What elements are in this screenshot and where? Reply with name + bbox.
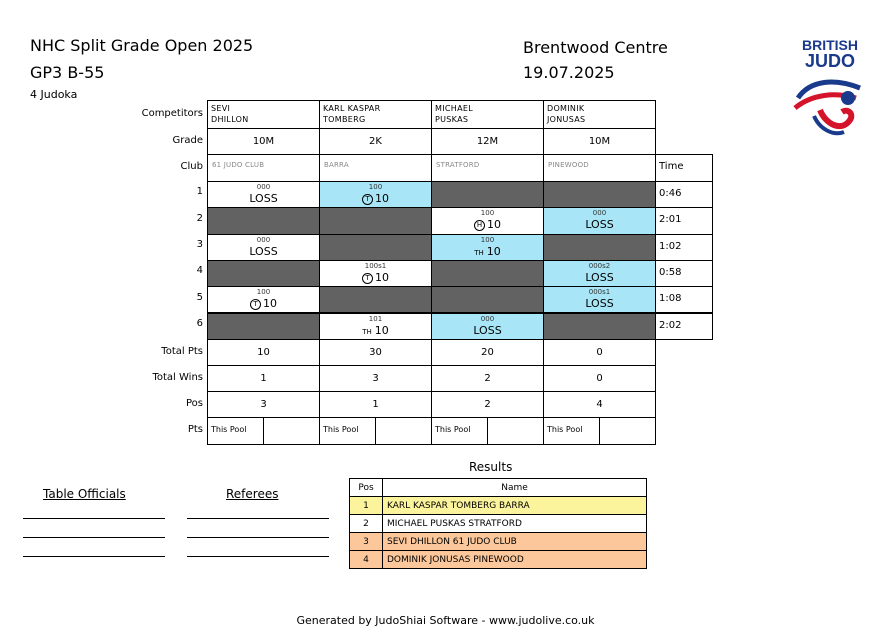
- results-pos: 1: [350, 497, 383, 515]
- result-value: LOSS: [249, 192, 278, 205]
- match-time-cell: 0:58: [655, 260, 713, 287]
- match-cell: [431, 181, 544, 208]
- match-cell: [207, 234, 320, 261]
- pool-points-cell: [599, 417, 656, 445]
- grade-cell: 12M: [431, 128, 544, 156]
- summary-total-pts-cell: 30: [319, 339, 432, 367]
- summary-total-wins-cell: 2: [431, 365, 544, 393]
- score-code: 000: [480, 314, 495, 323]
- summary-pos-cell: 2: [431, 391, 544, 419]
- label-match-5: 5: [196, 292, 203, 303]
- judo-figure-icon: [790, 70, 870, 140]
- row-labels: [100, 0, 203, 460]
- match-result: [544, 271, 655, 284]
- signature-line: [187, 518, 329, 519]
- score-mark-icon: T: [362, 194, 373, 205]
- score-code: 000: [256, 183, 271, 191]
- label-match-2: 2: [196, 213, 203, 224]
- match-cell: [431, 260, 544, 287]
- grade-cell: 10M: [543, 128, 656, 156]
- venue: Brentwood Centre: [523, 38, 668, 57]
- match-cell: [543, 260, 656, 287]
- competitor-first-name: KARL KASPAR: [323, 104, 381, 113]
- match-result: [208, 245, 319, 258]
- match-time-cell: 0:46: [655, 181, 713, 208]
- label-grade: Grade: [172, 135, 203, 146]
- result-value: 10: [374, 323, 389, 337]
- label-pts: Pts: [187, 424, 203, 435]
- logo-line1: BRITISH: [802, 37, 858, 53]
- signature-line: [23, 556, 165, 557]
- event-date: 19.07.2025: [523, 63, 615, 82]
- summary-total-pts-cell: 10: [207, 339, 320, 367]
- match-cell: [319, 260, 432, 287]
- match-cell: [319, 207, 432, 234]
- match-result: [544, 297, 655, 310]
- results-table: [349, 478, 647, 569]
- match-cell: [319, 286, 432, 313]
- summary-pos-cell: 4: [543, 391, 656, 419]
- result-value: 10: [486, 244, 501, 258]
- pool-points-cell: [375, 417, 432, 445]
- results-pos: 4: [350, 551, 383, 569]
- match-cell: [319, 181, 432, 208]
- competitor-cell: [543, 100, 656, 130]
- match-cell: [207, 181, 320, 208]
- score-code: 100s1: [364, 261, 387, 270]
- result-value: 10: [487, 218, 501, 232]
- match-result: [208, 297, 319, 310]
- event-title: NHC Split Grade Open 2025: [30, 36, 254, 55]
- label-match-6: 6: [196, 318, 203, 329]
- label-competitors: Competitors: [141, 108, 203, 119]
- match-cell: [431, 286, 544, 313]
- results-row: [350, 515, 647, 533]
- category-title: GP3 B-55: [30, 63, 105, 82]
- competitor-cell: [431, 100, 544, 130]
- match-cell: [319, 234, 432, 261]
- match-result: [320, 324, 431, 337]
- match-cell: [431, 207, 544, 234]
- result-value: LOSS: [585, 218, 614, 232]
- british-judo-logo: [790, 38, 870, 148]
- match-result: [208, 192, 319, 205]
- results-row: [350, 551, 647, 569]
- results-pos: 3: [350, 533, 383, 551]
- match-result: [320, 271, 431, 284]
- competitor-last-name: PUSKAS: [435, 115, 469, 124]
- results-name: SEVI DHILLON 61 JUDO CLUB: [383, 533, 647, 551]
- result-value: LOSS: [473, 323, 502, 337]
- score-code: 000: [256, 235, 271, 244]
- label-match-3: 3: [196, 239, 203, 250]
- pool-points-cell: [263, 417, 320, 445]
- table-officials-heading: [43, 487, 126, 501]
- score-mark-icon: H: [474, 220, 485, 231]
- signature-line: [23, 537, 165, 538]
- competitor-last-name: DHILLON: [211, 115, 249, 124]
- score-code: 100: [480, 235, 495, 244]
- score-mark-icon: T: [250, 299, 261, 310]
- time-header: Time: [655, 154, 713, 183]
- results-name: KARL KASPAR TOMBERG BARRA: [383, 497, 647, 515]
- results-pos: 2: [350, 515, 383, 533]
- club-cell: STRATFORD: [431, 154, 544, 183]
- pool-cell: This Pool: [543, 417, 600, 445]
- competitor-first-name: SEVI: [211, 104, 231, 113]
- pool-cell: This Pool: [319, 417, 376, 445]
- match-cell: [543, 234, 656, 261]
- results-header-pos: Pos: [350, 479, 383, 497]
- match-result: [432, 218, 543, 231]
- competitor-last-name: TOMBERG: [323, 115, 366, 124]
- match-cell: [207, 286, 320, 313]
- pool-cell: This Pool: [431, 417, 488, 445]
- pool-points-cell: [487, 417, 544, 445]
- label-club: Club: [180, 161, 203, 172]
- logo-line2: JUDO: [804, 51, 855, 71]
- results-row: [350, 497, 647, 515]
- result-value: LOSS: [585, 270, 614, 284]
- footer: Generated by JudoShiai Software - www.judolive.co.uk: [296, 614, 595, 627]
- label-total-wins: Total Wins: [152, 372, 203, 383]
- results-name: DOMINIK JONUSAS PINEWOOD: [383, 551, 647, 569]
- label-match-1: 1: [196, 186, 203, 197]
- summary-total-pts-cell: 0: [543, 339, 656, 367]
- club-cell: BARRA: [319, 154, 432, 183]
- summary-pos-cell: 3: [207, 391, 320, 419]
- competitor-cell: [207, 100, 320, 130]
- signature-line: [23, 518, 165, 519]
- match-cell: [207, 260, 320, 287]
- label-total-pts: Total Pts: [161, 346, 203, 357]
- referees-heading: [226, 487, 278, 501]
- results-name: MICHAEL PUSKAS STRATFORD: [383, 515, 647, 533]
- label-match-4: 4: [196, 265, 203, 276]
- match-time-cell: 2:02: [655, 313, 713, 340]
- score-code: 000s2: [588, 261, 611, 270]
- match-cell: [543, 313, 656, 340]
- score-code: 000: [592, 209, 607, 218]
- label-pos: Pos: [185, 398, 203, 409]
- table-officials-label: Table Officials: [43, 487, 126, 501]
- pool-cell: This Pool: [207, 417, 264, 445]
- signature-line: [187, 556, 329, 557]
- summary-pos-cell: 1: [319, 391, 432, 419]
- score-code: 101: [368, 314, 383, 323]
- match-time-cell: 1:08: [655, 286, 713, 313]
- score-th-mark: TH: [362, 327, 372, 336]
- result-value: LOSS: [585, 297, 614, 311]
- score-th-mark: TH: [474, 248, 484, 257]
- referees-label: Referees: [226, 487, 279, 501]
- competitor-cell: [319, 100, 432, 130]
- competitor-first-name: MICHAEL: [435, 104, 473, 113]
- score-mark-icon: T: [362, 273, 373, 284]
- results-title: Results: [469, 460, 513, 474]
- match-cell: [207, 207, 320, 234]
- score-code: 100: [368, 183, 383, 191]
- summary-total-wins-cell: 3: [319, 365, 432, 393]
- match-time-cell: 1:02: [655, 234, 713, 261]
- match-cell: [543, 207, 656, 234]
- grade-cell: 2K: [319, 128, 432, 156]
- match-cell: [431, 234, 544, 261]
- match-cell: [319, 313, 432, 340]
- results-header-name: Name: [383, 479, 647, 497]
- competitor-first-name: DOMINIK: [547, 104, 585, 113]
- score-code: 100: [256, 288, 271, 297]
- judoka-count: 4 Judoka: [30, 88, 78, 101]
- competitor-last-name: JONUSAS: [547, 115, 586, 124]
- match-result: [320, 192, 431, 205]
- match-cell: [207, 313, 320, 340]
- club-cell: PINEWOOD: [543, 154, 656, 183]
- match-result: [432, 324, 543, 337]
- result-value: 10: [375, 192, 389, 205]
- match-cell: [431, 313, 544, 340]
- result-value: 10: [375, 270, 389, 284]
- summary-total-wins-cell: 1: [207, 365, 320, 393]
- signature-line: [187, 537, 329, 538]
- club-cell: 61 JUDO CLUB: [207, 154, 320, 183]
- results-row: [350, 533, 647, 551]
- match-result: [432, 245, 543, 258]
- grade-cell: 10M: [207, 128, 320, 156]
- match-cell: [543, 181, 656, 208]
- match-result: [544, 218, 655, 231]
- summary-total-pts-cell: 20: [431, 339, 544, 367]
- results-header-row: [350, 479, 647, 497]
- score-code: 000s1: [588, 288, 611, 297]
- result-value: 10: [263, 297, 277, 311]
- result-value: LOSS: [249, 244, 278, 258]
- score-code: 100: [480, 209, 495, 218]
- match-cell: [543, 286, 656, 313]
- summary-total-wins-cell: 0: [543, 365, 656, 393]
- match-time-cell: 2:01: [655, 207, 713, 234]
